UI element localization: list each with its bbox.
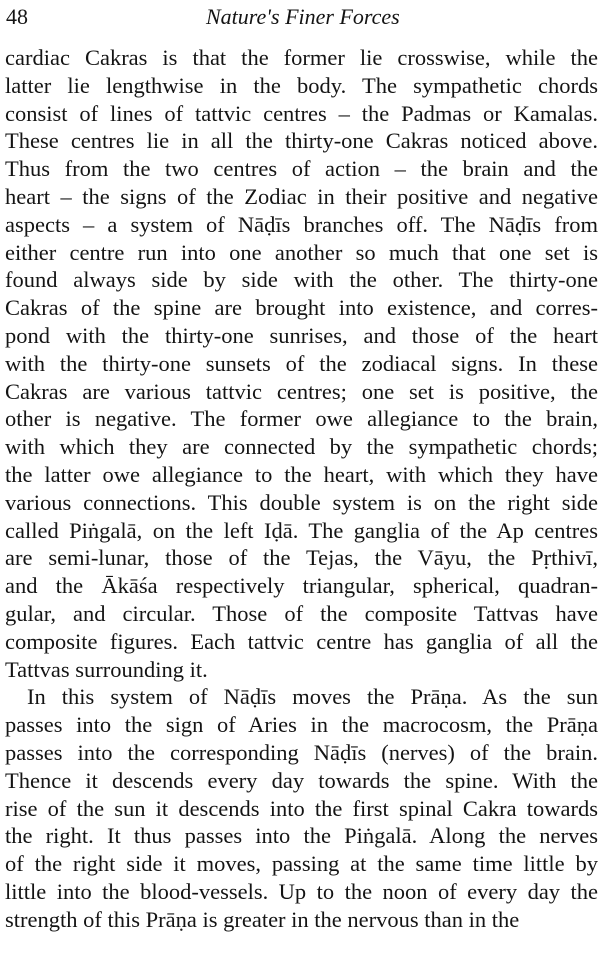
text-line: the right. It thus passes into the Piṅgalā. Along the nerves [5, 823, 598, 849]
paragraph [5, 44, 598, 683]
text-line: and the Ākāśa respectively triangular, spherical, quadran- [5, 573, 598, 599]
text-line: are semi-lunar, those of the Tejas, the Vāyu, the Pṛthivī, [5, 545, 598, 571]
text-line: found always side by side with the other. The thirty-one [5, 267, 598, 293]
text-line: strength of this Prāṇa is greater in the nervous than in the [5, 906, 520, 932]
text-line: These centres lie in all the thirty-one Cakras noticed above. [5, 128, 598, 154]
text-line: other is negative. The former owe allegiance to the brain, [5, 406, 598, 432]
text-line: with which they are connected by the sympathetic chords; [5, 434, 598, 460]
text-line: aspects – a system of Nāḍīs branches off. The Nāḍīs from [5, 211, 598, 237]
text-line: Cakras of the spine are brought into existence, and corres- [5, 295, 598, 321]
running-header [6, 2, 594, 32]
text-line: of the right side it moves, passing at the same time little by [5, 851, 598, 877]
text-line: called Piṅgalā, on the left Iḍā. The ganglia of the Ap centres [5, 517, 598, 543]
text-line: passes into the corresponding Nāḍīs (nerves) of the brain. [5, 739, 598, 765]
text-line: cardiac Cakras is that the former lie crosswise, while the [5, 45, 598, 70]
text-line: Thence it descends every day towards the spine. With the [5, 767, 598, 793]
text-line: In this system of Nāḍīs moves the Prāṇa. As the sun [27, 684, 598, 710]
text-line: heart – the signs of the Zodiac in their positive and negative [5, 183, 598, 209]
text-line: consist of lines of tattvic centres – the Padmas or Kamalas. [5, 100, 598, 126]
text-line: composite figures. Each tattvic centre has ganglia of all the [5, 628, 598, 654]
body-text [5, 44, 598, 934]
text-line: various connections. This double system is on the right side [5, 489, 598, 515]
text-line: Tattvas surrounding it. [5, 656, 208, 682]
paragraph [5, 683, 598, 933]
text-line: latter lie lengthwise in the body. The sympathetic chords [5, 72, 598, 98]
text-line: Cakras are various tattvic centres; one set is positive, the [5, 378, 598, 404]
page-number: 48 [6, 4, 28, 29]
text-line: Thus from the two centres of action – the brain and the [5, 156, 598, 182]
text-line: either centre run into one another so much that one set is [5, 239, 598, 265]
text-line: the latter owe allegiance to the heart, with which they have [5, 461, 598, 487]
text-line: little into the blood-vessels. Up to the noon of every day the [5, 878, 598, 904]
text-line: with the thirty-one sunsets of the zodiacal signs. In these [5, 350, 598, 376]
text-line: rise of the sun it descends into the first spinal Cakra towards [5, 795, 598, 821]
text-line: passes into the sign of Aries in the macrocosm, the Prāṇa [5, 712, 598, 738]
text-line: gular, and circular. Those of the composite Tattvas have [5, 600, 598, 626]
running-title: Nature's Finer Forces [206, 4, 400, 29]
text-line: pond with the thirty-one sunrises, and those of the heart [5, 322, 598, 348]
